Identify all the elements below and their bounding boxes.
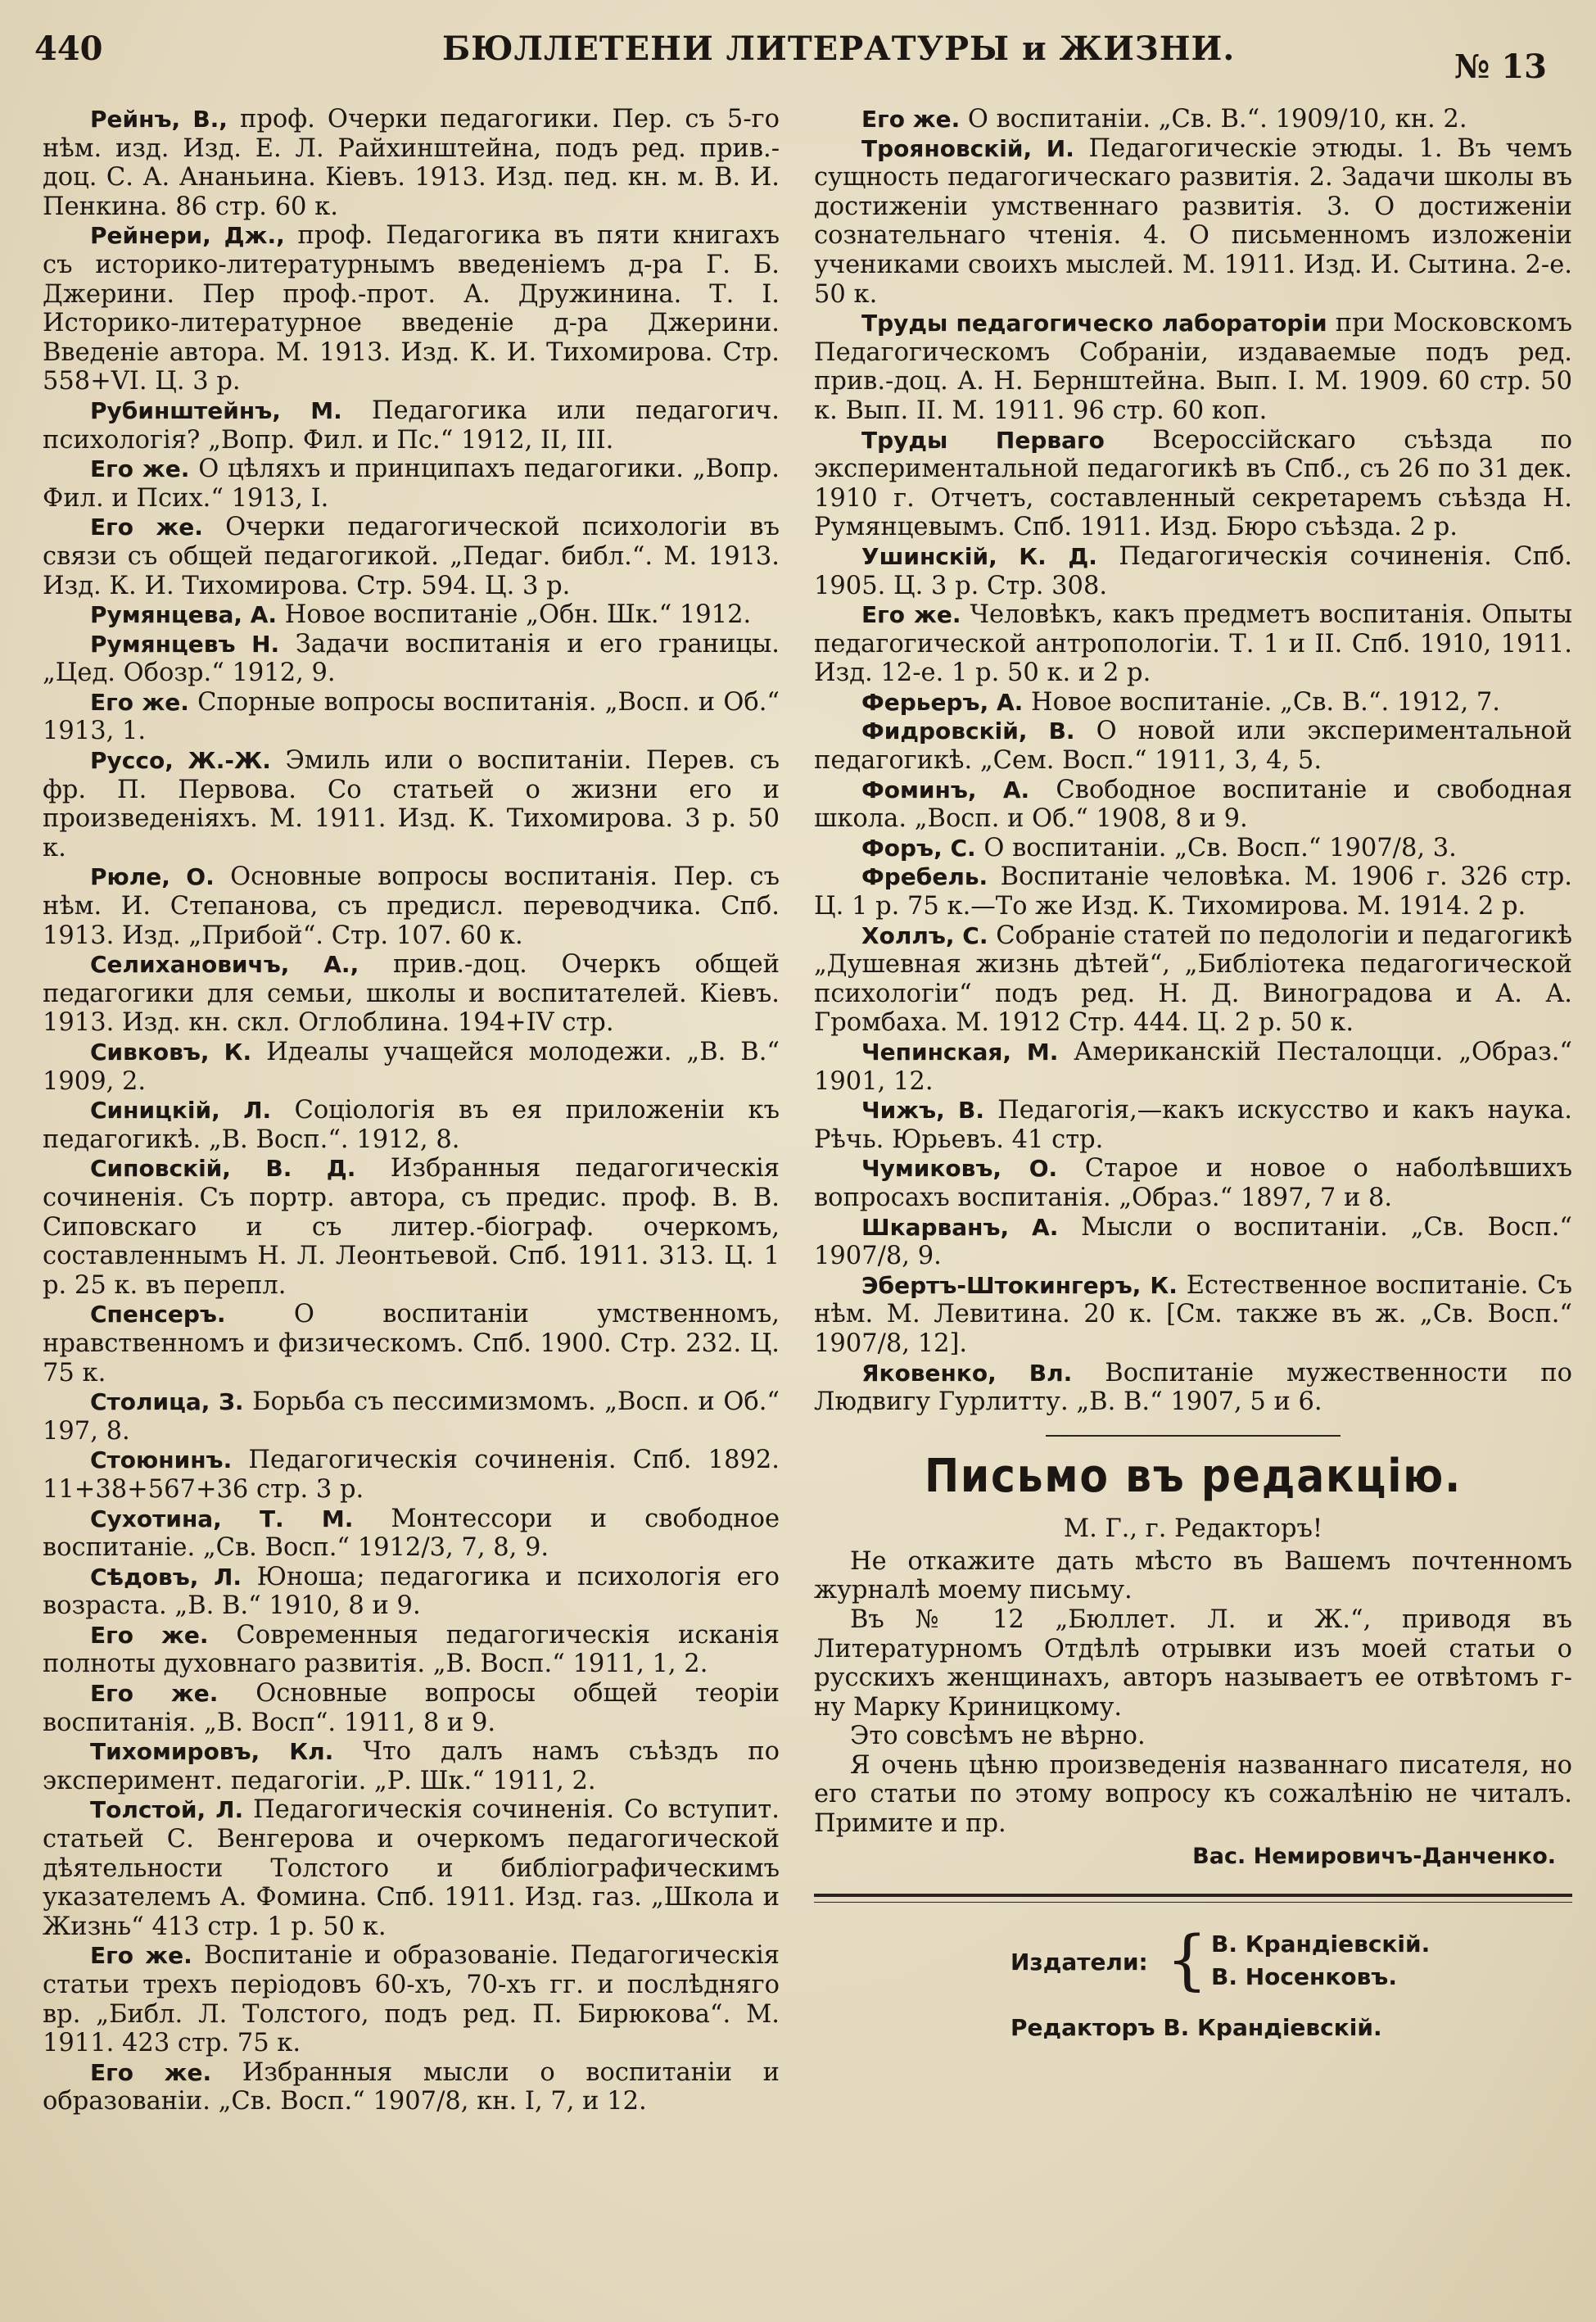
entry-text: Естественное воспитаніе. Съ нѣм. М. Левитина. 20 к. [См. также въ ж. „Св. Восп.“ 1907/8, 12]. bbox=[814, 1270, 1572, 1358]
bibliography-entry bbox=[43, 1795, 780, 1941]
entry-author: Его же. bbox=[90, 1680, 219, 1708]
entry-text: Американскій Песталоцци. „Образ.“ 1901, 12. bbox=[814, 1038, 1572, 1096]
bibliography-entry bbox=[814, 688, 1572, 717]
entry-author: Чижъ, В. bbox=[861, 1097, 984, 1125]
entry-text: Основные вопросы воспитанія. Пер. съ нѣм. И. Степанова, съ предисл. переводчика. Спб. 1913. Изд. „Прибой“. Стр. 107. 60 к. bbox=[43, 862, 780, 950]
publisher-name: В. Крандіевскій. bbox=[1211, 1930, 1431, 1958]
bibliography-entry bbox=[43, 1387, 780, 1446]
publishers-label: Издатели: bbox=[1010, 1948, 1148, 1976]
entry-author: Его же. bbox=[861, 106, 961, 133]
publisher-name: В. Носенковъ. bbox=[1211, 1962, 1397, 1990]
entry-text: Избранныя мысли о воспитаніи и образованіи. „Св. Восп.“ 1907/8, кн. I, 7, и 12. bbox=[43, 2057, 780, 2116]
entry-author: Труды педагогическо лабораторіи bbox=[861, 310, 1327, 337]
entry-text: проф. Педагогика въ пяти книгахъ съ историко-литературнымъ введеніемъ д-ра Г. Б. Джерини. Пер проф.-прот. А. Дружинина. Т. I. Историко-литературное введеніе д-ра Джерини. Введеніе автора. М. 1913. Изд. К. И. Тихомирова. Стр. 558+VI. Ц. 3 р. bbox=[43, 221, 780, 396]
entry-author: Толстой, Л. bbox=[90, 1796, 244, 1824]
bibliography-entry bbox=[43, 1941, 780, 2057]
bibliography-entry bbox=[814, 717, 1572, 775]
entry-author: Фидровскій, В. bbox=[861, 717, 1075, 745]
bibliography-entry bbox=[814, 105, 1572, 134]
entry-text: Педагогическіе этюды. 1. Въ чемъ сущность педагогическаго развитія. 2. Задачи школы въ достиженіи умственнаго развитія. 3. О достиженіи сознательнаго чтенія. 4. О письменномъ изложеніи учениками своихъ мыслей. М. 1911. Изд. И. Сытина. 2-е. 50 к. bbox=[814, 134, 1572, 309]
entry-author: Чепинская, М. bbox=[861, 1039, 1059, 1066]
entry-text: проф. Очерки педагогики. Пер. съ 5-го нѣм. изд. Изд. Е. Л. Райхинштейна, подъ ред. прив.-доц. С. А. Ананьина. Кіевъ. 1913. Изд. пед. кн. м. В. И. Пенкина. 86 стр. 60 к. bbox=[43, 105, 780, 221]
entry-author: Сиповскій, В. Д. bbox=[90, 1155, 356, 1183]
bibliography-entry bbox=[814, 921, 1572, 1038]
entry-text: Соціологія въ ея приложеніи къ педагогикѣ. „В. Восп.“. 1912, 8. bbox=[43, 1096, 780, 1154]
entry-author: Его же. bbox=[90, 1621, 209, 1649]
entry-text: Мысли о воспитаніи. „Св. Восп.“ 1907/8, 9. bbox=[814, 1212, 1572, 1271]
entry-author: Его же. bbox=[90, 688, 189, 716]
bibliography-entry bbox=[43, 688, 780, 746]
journal-title: БЮЛЛЕТЕНИ ЛИТЕРАТУРЫ и ЖИЗНИ. bbox=[442, 29, 1236, 68]
entry-author: Столица, З. bbox=[90, 1388, 244, 1416]
bibliography-entry bbox=[43, 1505, 780, 1563]
entry-author: Румянцева, А. bbox=[90, 601, 278, 629]
entry-text: Юноша; педагогика и психологія его возраста. „В. В.“ 1910, 8 и 9. bbox=[43, 1562, 780, 1621]
entry-author: Селихановичъ, А., bbox=[90, 951, 359, 979]
bibliography-entry bbox=[43, 746, 780, 862]
section-divider bbox=[1046, 1435, 1341, 1437]
entry-author: Рюле, О. bbox=[90, 863, 215, 891]
entry-text: Воспитаніе и образованіе. Педагогическія статьи трехъ періодовъ 60-хъ, 70-хъ гг. и послѣдняго вр. „Библ. Л. Толстого, подъ ред. П. Бирюкова“. М. 1911. 423 стр. 75 к. bbox=[43, 1941, 780, 2058]
entry-author: Фребель. bbox=[861, 863, 988, 891]
entry-text: Педагогическія сочиненія. Со вступит. статьей С. Венгерова и очеркомъ педагогической дѣятельности Толстого и библіографическимъ указателемъ А. Фомина. Спб. 1911. Изд. газ. „Школа и Жизнь“ 413 стр. 1 р. 50 к. bbox=[43, 1795, 780, 1941]
bibliography-entry bbox=[814, 1271, 1572, 1359]
entry-text: Старое и новое о наболѣвшихъ вопросахъ воспитанія. „Образ.“ 1897, 7 и 8. bbox=[814, 1154, 1572, 1212]
bibliography-entry bbox=[43, 950, 780, 1038]
entry-author: Эбертъ-Штокингеръ, К. bbox=[861, 1271, 1178, 1299]
bibliography-entry bbox=[814, 134, 1572, 310]
entry-author: Его же. bbox=[90, 1942, 192, 1970]
bibliography-entry bbox=[814, 1359, 1572, 1417]
entry-author: Труды Перваго bbox=[861, 426, 1105, 454]
brace-glyph: { bbox=[1166, 1921, 1208, 1998]
entry-text: Всероссійскаго съѣзда по экспериментальной педагогикѣ въ Спб., съ 26 по 31 дек. 1910 г. Отчетъ, составленный секретаремъ съѣзда Н. Румянцевымъ. Спб. 1911. Изд. Бюро съѣзда. 2 р. bbox=[814, 425, 1572, 542]
bibliography-entry bbox=[814, 542, 1572, 600]
entry-text: Спорные вопросы воспитанія. „Восп. и Об.“ 1913, 1. bbox=[43, 687, 780, 746]
entry-author: Сухотина, Т. М. bbox=[90, 1505, 354, 1532]
right-column-entries bbox=[814, 105, 1572, 1417]
entry-text: Эмиль или о воспитаніи. Перев. съ фр. П. Первова. Со статьей о жизни его и произведеніяхъ. М. 1911. Изд. К. Тихомирова. 3 р. 50 к. bbox=[43, 746, 780, 862]
entry-author: Шкарванъ, А. bbox=[861, 1213, 1059, 1241]
entry-author: Его же. bbox=[90, 2058, 212, 2086]
bibliography-entry bbox=[43, 221, 780, 396]
entry-author: Рейнери, Дж., bbox=[90, 222, 285, 250]
entry-text: О воспитаніи умственномъ, нравственномъ и физическомъ. Спб. 1900. Стр. 232. Ц. 75 к. bbox=[43, 1300, 780, 1387]
bibliography-entry bbox=[814, 834, 1572, 863]
entry-text: Педагогическія сочиненія. Спб. 1905. Ц. 3 р. Стр. 308. bbox=[814, 541, 1572, 600]
entry-author: Холлъ, С. bbox=[861, 921, 988, 949]
entry-text: Новое воспитаніе „Обн. Шк.“ 1912. bbox=[277, 600, 752, 630]
entry-text: Задачи воспитанія и его границы. „Цед. Обозр.“ 1912, 9. bbox=[43, 629, 780, 688]
entry-author: Чумиковъ, О. bbox=[861, 1155, 1058, 1183]
bibliography-entry bbox=[43, 1563, 780, 1621]
bibliography-entry bbox=[814, 426, 1572, 542]
entry-text: Человѣкъ, какъ предметъ воспитанія. Опыты педагогической антропологіи. Т. 1 и II. Спб. 1910, 1911. Изд. 12-е. 1 р. 50 к. и 2 р. bbox=[814, 600, 1572, 688]
entry-text: Что далъ намъ съѣздъ по эксперимент. педагогіи. „Р. Шк.“ 1911, 2. bbox=[43, 1737, 780, 1795]
entry-text: Борьба съ пессимизмомъ. „Восп. и Об.“ 197, 8. bbox=[43, 1387, 780, 1446]
letter-heading: Письмо въ редакцію. bbox=[924, 1449, 1463, 1503]
bibliography-entry bbox=[814, 1038, 1572, 1096]
letter-paragraph: Это совсѣмъ не вѣрно. bbox=[850, 1722, 1146, 1751]
entry-text: Воспитаніе мужественности по Людвигу Гурлитту. „В. В.“ 1907, 5 и 6. bbox=[814, 1358, 1572, 1417]
bibliography-entry bbox=[43, 1621, 780, 1679]
bibliography-entry bbox=[43, 2058, 780, 2116]
entry-author: Ферьеръ, А. bbox=[861, 688, 1024, 716]
entry-text: Современныя педагогическія исканія полноты духовнаго развитія. „В. Восп.“ 1911, 1, 2. bbox=[43, 1620, 780, 1679]
bibliography-entry bbox=[814, 600, 1572, 688]
page-number: 440 bbox=[34, 29, 103, 68]
bibliography-entry bbox=[814, 1213, 1572, 1271]
entry-author: Его же. bbox=[861, 601, 961, 629]
bibliography-entry bbox=[43, 600, 780, 630]
bibliography-entry bbox=[43, 1300, 780, 1387]
entry-author: Ушинскій, К. Д. bbox=[861, 542, 1097, 570]
entry-author: Его же. bbox=[90, 514, 203, 541]
issue-number: № 13 bbox=[1454, 48, 1547, 86]
entry-author: Рубинштейнъ, М. bbox=[90, 396, 342, 424]
bibliography-entry bbox=[814, 862, 1572, 921]
bibliography-entry bbox=[43, 1038, 780, 1096]
entry-author: Тихомировъ, Кл. bbox=[90, 1738, 334, 1766]
bibliography-entry bbox=[43, 513, 780, 600]
letter-paragraph: Я очень цѣню произведенія названнаго писателя, но его статьи по этому вопросу къ сожалѣнію не читалъ. Примите и пр. bbox=[814, 1750, 1572, 1839]
entry-author: Фоминъ, А. bbox=[861, 776, 1030, 803]
bibliography-entry bbox=[43, 1446, 780, 1504]
entry-author: Синицкій, Л. bbox=[90, 1097, 272, 1125]
bibliography-entry bbox=[43, 396, 780, 455]
entry-author: Румянцевъ Н. bbox=[90, 630, 280, 658]
entry-text: Очерки педагогической психологіи въ связи съ общей педагогикой. „Педаг. библ.“. М. 1913. Изд. К. И. Тихомирова. Стр. 594. Ц. 3 р. bbox=[43, 513, 780, 600]
entry-author: Яковенко, Вл. bbox=[861, 1359, 1073, 1387]
right-column bbox=[814, 105, 1572, 2050]
bibliography-entry bbox=[43, 1096, 780, 1154]
entry-author: Трояновскій, И. bbox=[861, 134, 1074, 162]
entry-author: Спенсеръ. bbox=[90, 1301, 226, 1328]
entry-text: Собраніе статей по педологіи и педагогикѣ „Душевная жизнь дѣтей“, „Библіотека педагогической психологіи“ подъ ред. Н. Д. Виноградова и А. А. Громбаха. М. 1912 Стр. 444. Ц. 2 р. 50 к. bbox=[814, 921, 1572, 1038]
running-head bbox=[0, 23, 1596, 86]
entry-author: Рейнъ, В., bbox=[90, 106, 228, 133]
letter-salutation: М. Г., г. Редакторъ! bbox=[1063, 1514, 1323, 1543]
entry-text: Основные вопросы общей теоріи воспитанія. „В. Восп“. 1911, 8 и 9. bbox=[43, 1679, 780, 1737]
entry-text: О новой или экспериментальной педагогикѣ. „Сем. Восп.“ 1911, 3, 4, 5. bbox=[814, 717, 1572, 776]
bibliography-entry bbox=[43, 1737, 780, 1795]
entry-author: Сѣдовъ, Л. bbox=[90, 1563, 242, 1591]
bibliography-entry bbox=[814, 776, 1572, 834]
entry-text: Педагогическія сочиненія. Спб. 1892. 11+38+567+36 стр. 3 р. bbox=[43, 1446, 780, 1504]
bibliography-entry bbox=[43, 1679, 780, 1737]
bibliography-entry bbox=[43, 862, 780, 950]
bibliography-entry bbox=[814, 309, 1572, 425]
letter-paragraph: Не откажите дать мѣсто въ Вашемъ почтенномъ журналѣ моему письму. bbox=[814, 1546, 1572, 1605]
entry-text: Идеалы учащейся молодежи. „В. В.“ 1909, 2. bbox=[43, 1038, 780, 1096]
imprint-divider bbox=[814, 1894, 1572, 1903]
entry-text: Новое воспитаніе. „Св. В.“. 1912, 7. bbox=[1023, 687, 1500, 717]
entry-text: Воспитаніе человѣка. М. 1906 г. 326 стр. Ц. 1 р. 75 к.—То же Изд. К. Тихомирова. М. 1914. 2 р. bbox=[814, 862, 1572, 921]
entry-text: Избранныя педагогическія сочиненія. Съ портр. автора, съ предис. проф. В. В. Сиповскаго и съ литер.-біограф. очеркомъ, составленнымъ Н. Л. Леонтьевой. Спб. 1911. 313. Ц. 1 р. 25 к. въ перепл. bbox=[43, 1154, 780, 1300]
entry-text: О воспитаніи. „Св. Восп.“ 1907/8, 3. bbox=[975, 833, 1457, 862]
imprint bbox=[814, 1903, 1572, 2050]
bibliography-entry bbox=[43, 105, 780, 221]
entry-text: прив.-доц. Очеркъ общей педагогики для семьи, школы и воспитателей. Кіевъ. 1913. Изд. кн. скл. Оглоблина. 194+IV стр. bbox=[43, 950, 780, 1038]
entry-author: Форъ, С. bbox=[861, 834, 976, 862]
bibliography-entry bbox=[43, 1154, 780, 1300]
bibliography-entry bbox=[814, 1096, 1572, 1154]
letter-paragraph: Въ № 12 „Бюллет. Л. и Ж.“, приводя въ Литературномъ Отдѣлѣ отрывки изъ моей статьи о русскихъ женщинахъ, авторъ называетъ ее отвѣтомъ г-ну Марку Криницкому. bbox=[814, 1605, 1572, 1722]
entry-author: Сивковъ, К. bbox=[90, 1039, 252, 1066]
editor-line: Редакторъ В. Крандіевскій. bbox=[1010, 2013, 1382, 2041]
entry-text: Свободное воспитаніе и свободная школа. „Восп. и Об.“ 1908, 8 и 9. bbox=[814, 775, 1573, 834]
entry-author: Руссо, Ж.-Ж. bbox=[90, 747, 271, 775]
letter-signature: Вас. Немировичъ-Данченко. bbox=[1192, 1843, 1556, 1869]
entry-author: Стоюнинъ. bbox=[90, 1446, 233, 1474]
entry-text: Педагогія,—какъ искусство и какъ наука. Рѣчь. Юрьевъ. 41 стр. bbox=[814, 1096, 1573, 1154]
entry-author: Его же. bbox=[90, 455, 190, 483]
left-column bbox=[43, 105, 780, 2116]
entry-text: Педагогика или педагогич. психологія? „Вопр. Фил. и Пс.“ 1912, II, III. bbox=[43, 396, 780, 455]
entry-text: О цѣляхъ и принципахъ педагогики. „Вопр. Фил. и Псих.“ 1913, I. bbox=[43, 455, 780, 513]
entry-text: Монтессори и свободное воспитаніе. „Св. Восп.“ 1912/3, 7, 8, 9. bbox=[43, 1504, 780, 1563]
bibliography-entry bbox=[43, 630, 780, 688]
bibliography-entry bbox=[814, 1154, 1572, 1212]
entry-text: при Московскомъ Педагогическомъ Собраніи, издаваемые подъ ред. прив.-доц. А. Н. Бернштейна. Вып. I. М. 1909. 60 стр. 50 к. Вып. II. М. 1911. 96 стр. 60 коп. bbox=[814, 309, 1573, 425]
bibliography-entry bbox=[43, 455, 780, 513]
entry-text: О воспитаніи. „Св. В.“. 1909/10, кн. 2. bbox=[960, 105, 1467, 134]
